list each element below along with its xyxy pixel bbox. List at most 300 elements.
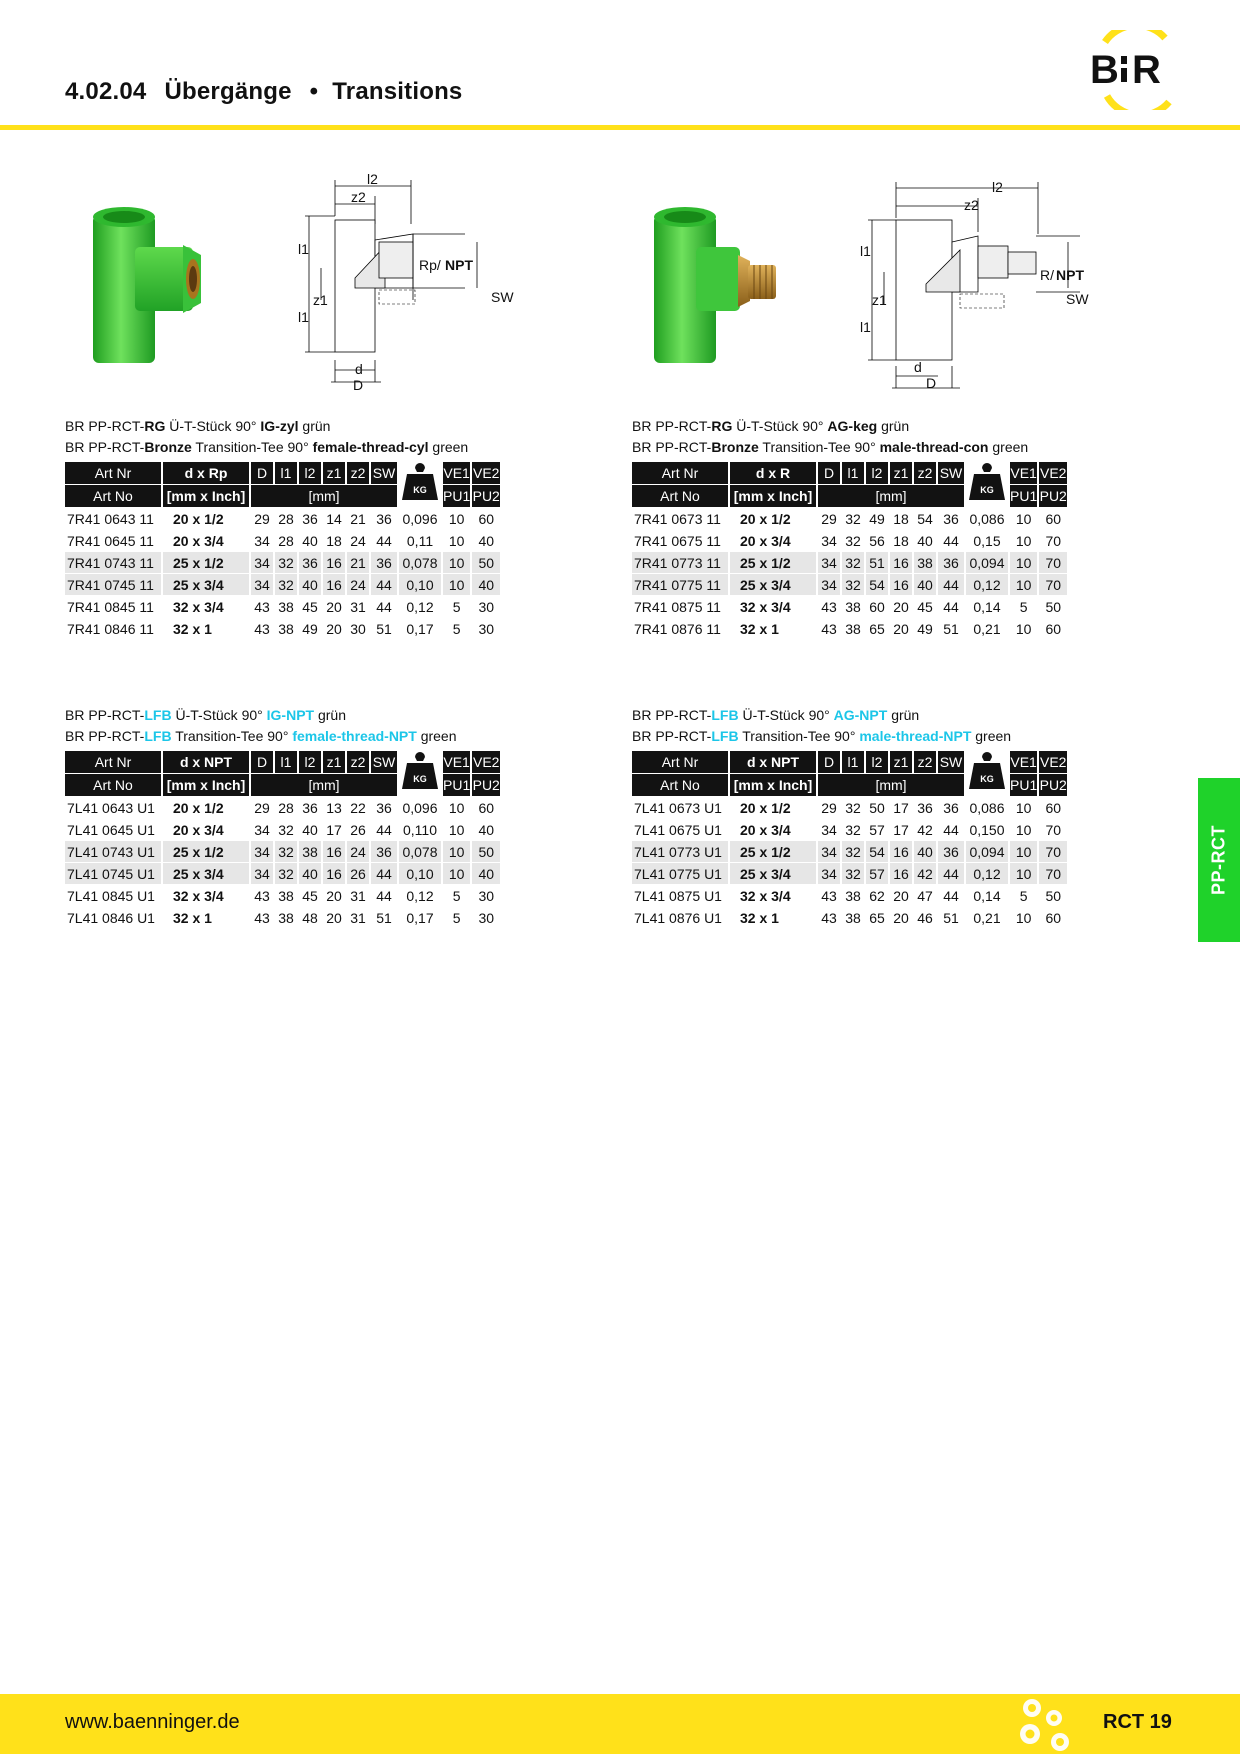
- table-cell: 0,094: [966, 552, 1008, 573]
- table-cell: 20: [893, 887, 909, 904]
- table-cell: 24: [347, 841, 369, 862]
- table-cell: 38: [845, 887, 861, 904]
- svg-text:z2: z2: [964, 197, 979, 213]
- table-cell: 31: [350, 909, 366, 926]
- cell-dimension: 20 x 3/4: [740, 821, 791, 838]
- table-cell: 40: [472, 863, 500, 884]
- product-section-1: [65, 416, 525, 640]
- cell-article-number: 7L41 0675 U1: [634, 821, 722, 838]
- table-cell: 43: [254, 598, 270, 615]
- table-cell: 31: [350, 598, 366, 615]
- table-row: [65, 552, 500, 573]
- table-cell: 50: [472, 841, 500, 862]
- cell-article-number: 7R41 0743 11: [65, 552, 161, 573]
- col-pu1: PU1: [443, 485, 470, 507]
- table-cell: 32: [275, 574, 297, 595]
- table-cell: 60: [1045, 510, 1062, 527]
- table-cell: 18: [326, 532, 342, 549]
- table-cell: 0,15: [973, 532, 1001, 549]
- table-cell: 0,12: [406, 598, 434, 615]
- table-cell: 10: [1015, 799, 1032, 816]
- col-l2: l2: [866, 751, 888, 773]
- cell-article-number: 7L41 0845 U1: [67, 887, 155, 904]
- title-separator: •: [309, 78, 319, 105]
- col-sw: SW: [938, 462, 964, 484]
- table-cell: 21: [347, 552, 369, 573]
- cell-dimension: 20 x 1/2: [173, 799, 224, 816]
- caption-de: BR PP-RCT-RG Ü-T-Stück 90° AG-keg grün: [632, 418, 910, 434]
- table-cell: 29: [821, 510, 837, 527]
- table-cell: 16: [323, 841, 345, 862]
- table-cell: 30: [350, 620, 366, 637]
- table-row: [632, 508, 1067, 529]
- table-cell: 20: [326, 598, 342, 615]
- svg-text:z2: z2: [351, 189, 366, 205]
- table-cell: 45: [302, 598, 318, 615]
- product-section-3: [65, 705, 525, 929]
- table-cell: 36: [371, 552, 397, 573]
- table-cell: 32: [275, 552, 297, 573]
- table-cell: 60: [1045, 909, 1062, 926]
- table-cell: 10: [443, 552, 470, 573]
- caption-en: BR PP-RCT-LFB Transition-Tee 90° male-thread-NPT green: [632, 728, 1012, 744]
- table-cell: 29: [821, 799, 837, 816]
- cell-dimension: 20 x 1/2: [740, 510, 791, 527]
- col-dim: d x Rp: [163, 462, 249, 484]
- table-cell: 45: [917, 598, 933, 615]
- cell-dimension: 32 x 3/4: [740, 887, 791, 904]
- table-cell: 30: [478, 887, 495, 904]
- table-cell: 36: [943, 510, 959, 527]
- cell-dimension: 25 x 3/4: [730, 863, 816, 884]
- svg-text:KG: KG: [413, 774, 427, 784]
- table-row: [65, 574, 500, 595]
- col-sw: SW: [938, 751, 964, 773]
- table-cell: 54: [866, 574, 888, 595]
- table-cell: 34: [818, 574, 840, 595]
- svg-text:l1: l1: [860, 243, 871, 259]
- footer: [0, 1694, 1240, 1754]
- table-row: [632, 596, 1067, 617]
- col-z2: z2: [347, 751, 369, 773]
- table-cell: 60: [869, 598, 885, 615]
- table-cell: 57: [869, 821, 885, 838]
- table-cell: 14: [326, 510, 342, 527]
- table-row: [65, 841, 500, 862]
- table-cell: 0,17: [406, 909, 434, 926]
- table-cell: 40: [302, 821, 318, 838]
- table-cell: 46: [917, 909, 933, 926]
- col-mm: [mm]: [818, 774, 964, 796]
- title-de: Übergänge: [164, 78, 292, 105]
- cell-dimension: 32 x 1: [173, 620, 212, 637]
- table-cell: 48: [302, 909, 318, 926]
- weight-icon: [966, 751, 1008, 796]
- table-cell: 50: [869, 799, 885, 816]
- table-cell: 44: [371, 863, 397, 884]
- table-cell: 29: [254, 799, 270, 816]
- svg-text:NPT: NPT: [445, 257, 473, 273]
- table-cell: 70: [1039, 574, 1067, 595]
- svg-text:l1: l1: [860, 319, 871, 335]
- table-cell: 40: [914, 841, 936, 862]
- table-cell: 36: [302, 510, 318, 527]
- svg-text:d: d: [355, 361, 363, 377]
- cell-dimension: 25 x 3/4: [163, 574, 249, 595]
- caption-de: BR PP-RCT-LFB Ü-T-Stück 90° IG-NPT grün: [65, 707, 347, 723]
- cell-article-number: 7L41 0645 U1: [67, 821, 155, 838]
- cell-dimension: 25 x 1/2: [163, 841, 249, 862]
- svg-text:d: d: [914, 359, 922, 375]
- col-ve1: VE1: [1010, 751, 1037, 773]
- table-cell: 32: [845, 799, 861, 816]
- table-cell: 0,12: [966, 863, 1008, 884]
- table-cell: 51: [866, 552, 888, 573]
- table-cell: 28: [278, 510, 294, 527]
- svg-text:SW: SW: [491, 289, 514, 305]
- table-row: [632, 552, 1067, 573]
- table-cell: 62: [869, 887, 885, 904]
- table-cell: 26: [347, 863, 369, 884]
- svg-text:R: R: [1132, 48, 1161, 92]
- table-cell: 56: [869, 532, 885, 549]
- cell-dimension: 20 x 1/2: [740, 799, 791, 816]
- col-pu1: PU1: [443, 774, 470, 796]
- table-cell: 44: [938, 863, 964, 884]
- page-number: RCT 19: [1103, 1711, 1172, 1733]
- svg-text:l1: l1: [298, 309, 309, 325]
- table-cell: 16: [323, 574, 345, 595]
- table-cell: 70: [1039, 863, 1067, 884]
- table-row: [65, 596, 500, 617]
- table-cell: 38: [914, 552, 936, 573]
- table-cell: 30: [478, 909, 495, 926]
- table-cell: 0,14: [973, 598, 1001, 615]
- table-cell: 32: [845, 510, 861, 527]
- cell-article-number: 7R41 0643 11: [67, 510, 154, 527]
- table-cell: 36: [376, 799, 392, 816]
- table-cell: 34: [251, 841, 273, 862]
- table-cell: 44: [376, 821, 392, 838]
- table-cell: 32: [842, 863, 864, 884]
- table-cell: 40: [472, 574, 500, 595]
- caption-de: BR PP-RCT-RG Ü-T-Stück 90° IG-zyl grün: [65, 418, 331, 434]
- cell-article-number: 7L41 0775 U1: [632, 863, 728, 884]
- table-cell: 42: [917, 821, 933, 838]
- col-pu1: PU1: [1010, 485, 1037, 507]
- cell-dimension: 25 x 1/2: [730, 552, 816, 573]
- table-row: [65, 907, 500, 928]
- svg-text:KG: KG: [980, 774, 994, 784]
- table-cell: 34: [251, 552, 273, 573]
- section-number: 4.02.04: [65, 78, 147, 105]
- table-cell: 30: [478, 620, 495, 637]
- table-cell: 36: [938, 552, 964, 573]
- table-cell: 10: [1015, 909, 1032, 926]
- weight-icon: [399, 751, 441, 796]
- svg-text:Rp/: Rp/: [419, 257, 441, 273]
- table-cell: 16: [890, 863, 912, 884]
- drawing-female-tee: [295, 170, 520, 395]
- cell-article-number: 7R41 0775 11: [632, 574, 728, 595]
- table-cell: 10: [443, 574, 470, 595]
- table-cell: 16: [890, 552, 912, 573]
- table-cell: 38: [845, 909, 861, 926]
- table-row: [65, 508, 500, 529]
- page-title: [65, 78, 480, 106]
- svg-text:SW: SW: [1066, 291, 1089, 307]
- table-cell: 43: [254, 909, 270, 926]
- table-cell: 5: [452, 887, 461, 904]
- col-D: D: [818, 462, 840, 484]
- table-cell: 5: [452, 909, 461, 926]
- table-row: [65, 797, 500, 818]
- col-l1: l1: [275, 462, 297, 484]
- table-cell: 43: [821, 598, 837, 615]
- col-z2: z2: [914, 751, 936, 773]
- col-dim: d x NPT: [163, 751, 249, 773]
- weight-icon: [399, 462, 441, 507]
- table-cell: 43: [254, 620, 270, 637]
- col-l2: l2: [299, 462, 321, 484]
- col-mm: [mm]: [251, 485, 397, 507]
- table-row: [65, 618, 500, 639]
- table-cell: 36: [299, 552, 321, 573]
- col-l1: l1: [842, 751, 864, 773]
- table-cell: 44: [376, 887, 392, 904]
- table-cell: 40: [914, 574, 936, 595]
- col-sw: SW: [371, 462, 397, 484]
- product-section-4: [632, 705, 1092, 929]
- table-cell: 38: [845, 620, 861, 637]
- cell-article-number: 7L41 0743 U1: [65, 841, 161, 862]
- table-cell: 24: [350, 532, 366, 549]
- footer-url[interactable]: www.baenninger.de: [65, 1711, 240, 1733]
- table-cell: 51: [943, 909, 959, 926]
- cell-article-number: 7L41 0673 U1: [634, 799, 722, 816]
- table-cell: 44: [943, 598, 959, 615]
- cell-article-number: 7R41 0673 11: [634, 510, 721, 527]
- table-cell: 10: [448, 821, 465, 838]
- table-cell: 10: [1015, 620, 1032, 637]
- col-unit: [mm x Inch]: [163, 774, 249, 796]
- table-cell: 36: [376, 510, 392, 527]
- svg-text:l1: l1: [298, 241, 309, 257]
- col-art-no: Art No: [632, 774, 728, 796]
- cell-dimension: 20 x 3/4: [173, 821, 224, 838]
- table-cell: 60: [478, 510, 495, 527]
- table-cell: 5: [452, 620, 461, 637]
- table-cell: 34: [818, 863, 840, 884]
- side-tab-label: PP-RCT: [1208, 825, 1229, 895]
- col-l1: l1: [842, 462, 864, 484]
- col-pu2: PU2: [1039, 774, 1067, 796]
- col-dim: d x R: [730, 462, 816, 484]
- table-cell: 10: [448, 799, 465, 816]
- table-cell: 13: [326, 799, 342, 816]
- table-cell: 34: [818, 841, 840, 862]
- table-cell: 40: [302, 532, 318, 549]
- col-art-no: Art No: [65, 774, 161, 796]
- caption-en: BR PP-RCT-LFB Transition-Tee 90° female-thread-NPT green: [65, 728, 457, 744]
- br-logo: [1085, 30, 1185, 110]
- svg-text:B: B: [1090, 48, 1119, 92]
- table-row: [632, 618, 1067, 639]
- table-cell: 70: [1039, 841, 1067, 862]
- table-cell: 60: [1045, 799, 1062, 816]
- table-cell: 32: [842, 552, 864, 573]
- table-cell: 0,11: [406, 532, 434, 549]
- cell-dimension: 25 x 1/2: [163, 552, 249, 573]
- table-cell: 5: [1019, 598, 1028, 615]
- table-cell: 28: [278, 532, 294, 549]
- svg-text:KG: KG: [413, 485, 427, 495]
- table-cell: 20: [326, 887, 342, 904]
- col-ve2: VE2: [472, 751, 500, 773]
- col-z1: z1: [323, 751, 345, 773]
- col-l1: l1: [275, 751, 297, 773]
- table-cell: 40: [478, 821, 495, 838]
- col-D: D: [251, 462, 273, 484]
- cell-article-number: 7R41 0846 11: [67, 620, 154, 637]
- table-row: [632, 819, 1067, 840]
- table-cell: 0,12: [406, 887, 434, 904]
- col-art-no: Art No: [65, 485, 161, 507]
- col-z2: z2: [914, 462, 936, 484]
- svg-text:D: D: [926, 375, 937, 391]
- table-cell: 0,17: [406, 620, 434, 637]
- cell-article-number: 7L41 0643 U1: [67, 799, 155, 816]
- table-cell: 36: [302, 799, 318, 816]
- col-D: D: [251, 751, 273, 773]
- table-cell: 38: [299, 841, 321, 862]
- table-cell: 34: [821, 532, 837, 549]
- caption-en: BR PP-RCT-Bronze Transition-Tee 90° male-thread-con green: [632, 439, 1029, 455]
- svg-text:z1: z1: [872, 292, 887, 308]
- table-cell: 32: [278, 821, 294, 838]
- col-art-no: Art No: [632, 485, 728, 507]
- col-art-nr: Art Nr: [632, 462, 728, 484]
- table-cell: 70: [1045, 532, 1062, 549]
- table-cell: 10: [1010, 863, 1037, 884]
- table-cell: 10: [448, 510, 465, 527]
- cell-article-number: 7L41 0875 U1: [634, 887, 722, 904]
- table-cell: 0,110: [403, 821, 437, 838]
- col-art-nr: Art Nr: [632, 751, 728, 773]
- side-tab-pp-rct[interactable]: [1198, 778, 1240, 942]
- table-cell: 0,12: [966, 574, 1008, 595]
- table-cell: 65: [869, 909, 885, 926]
- table-cell: 0,096: [402, 799, 438, 816]
- cell-article-number: 7R41 0645 11: [67, 532, 154, 549]
- cell-dimension: 25 x 3/4: [730, 574, 816, 595]
- product-section-2: [632, 416, 1092, 640]
- table-cell: 60: [1045, 620, 1062, 637]
- table-cell: 34: [251, 863, 273, 884]
- table-cell: 44: [943, 887, 959, 904]
- table-cell: 44: [371, 574, 397, 595]
- table-cell: 51: [943, 620, 959, 637]
- product-photo-female-tee: [85, 205, 205, 365]
- cell-dimension: 32 x 3/4: [173, 598, 224, 615]
- table-cell: 34: [254, 821, 270, 838]
- table-cell: 34: [821, 821, 837, 838]
- table-cell: 0,078: [399, 841, 441, 862]
- table-cell: 30: [478, 598, 495, 615]
- table-cell: 40: [299, 574, 321, 595]
- table-cell: 51: [376, 620, 392, 637]
- table-cell: 45: [302, 887, 318, 904]
- table-cell: 36: [371, 841, 397, 862]
- table-cell: 10: [448, 532, 465, 549]
- col-art-nr: Art Nr: [65, 751, 161, 773]
- table-cell: 60: [478, 799, 495, 816]
- col-pu2: PU2: [472, 774, 500, 796]
- table-cell: 0,078: [399, 552, 441, 573]
- cell-dimension: 32 x 1: [740, 620, 779, 637]
- cell-dimension: 20 x 3/4: [173, 532, 224, 549]
- table-cell: 24: [347, 574, 369, 595]
- table-cell: 47: [917, 887, 933, 904]
- cell-dimension: 32 x 3/4: [740, 598, 791, 615]
- table-row: [65, 863, 500, 884]
- footer-logo-mark: [1010, 1694, 1082, 1754]
- spec-table: [63, 461, 502, 640]
- table-cell: 10: [1015, 821, 1032, 838]
- table-cell: 65: [869, 620, 885, 637]
- table-cell: 44: [943, 532, 959, 549]
- cell-article-number: 7R41 0875 11: [634, 598, 721, 615]
- header-rule: [0, 125, 1240, 130]
- table-cell: 28: [278, 799, 294, 816]
- cell-article-number: 7L41 0745 U1: [65, 863, 161, 884]
- cell-dimension: 25 x 1/2: [730, 841, 816, 862]
- col-ve1: VE1: [443, 462, 470, 484]
- table-cell: 0,10: [399, 863, 441, 884]
- table-cell: 38: [278, 887, 294, 904]
- col-l2: l2: [299, 751, 321, 773]
- cell-article-number: 7R41 0675 11: [634, 532, 721, 549]
- col-mm: [mm]: [251, 774, 397, 796]
- col-mm: [mm]: [818, 485, 964, 507]
- svg-text:l2: l2: [367, 171, 378, 187]
- table-cell: 20: [893, 598, 909, 615]
- table-cell: 54: [866, 841, 888, 862]
- table-cell: 0,094: [966, 841, 1008, 862]
- table-cell: 18: [893, 532, 909, 549]
- table-cell: 22: [350, 799, 366, 816]
- table-cell: 10: [1010, 841, 1037, 862]
- col-ve2: VE2: [1039, 462, 1067, 484]
- table-row: [632, 863, 1067, 884]
- table-cell: 10: [1015, 510, 1032, 527]
- col-z1: z1: [890, 462, 912, 484]
- col-pu1: PU1: [1010, 774, 1037, 796]
- table-cell: 31: [350, 887, 366, 904]
- table-cell: 29: [254, 510, 270, 527]
- table-cell: 32: [845, 532, 861, 549]
- table-cell: 16: [323, 552, 345, 573]
- weight-icon: [966, 462, 1008, 507]
- table-cell: 20: [893, 909, 909, 926]
- table-cell: 10: [1010, 574, 1037, 595]
- col-unit: [mm x Inch]: [730, 774, 816, 796]
- table-row: [632, 885, 1067, 906]
- table-cell: 16: [890, 574, 912, 595]
- table-cell: 49: [869, 510, 885, 527]
- table-cell: 50: [1045, 887, 1062, 904]
- spec-table: [630, 461, 1069, 640]
